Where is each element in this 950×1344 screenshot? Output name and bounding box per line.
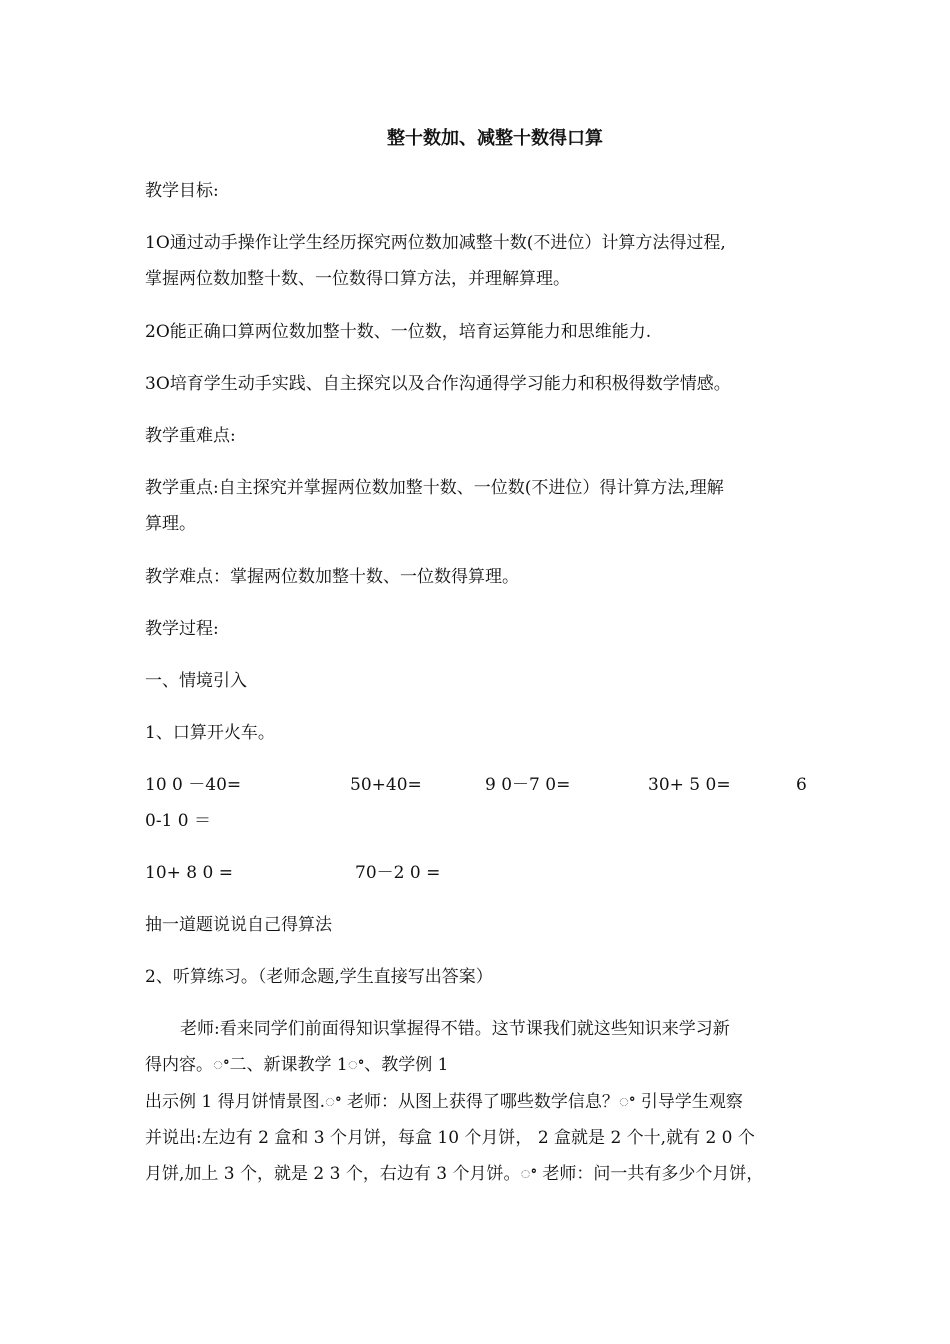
difficulty-point: 教学难点：掌握两位数加整十数、一位数得算理。 bbox=[145, 567, 519, 587]
calc-item: 10+ 8 0 = bbox=[145, 863, 233, 883]
objective-2: 2О能正确口算两位数加整十数、一位数，培育运算能力和思维能力. bbox=[145, 322, 652, 342]
paragraph-line-1: 老师:看来同学们前面得知识掌握得不错。这节课我们就这些知识来学习新 bbox=[180, 1019, 730, 1039]
key-point-line-1: 教学重点:自主探究并掌握两位数加整十数、一位数(不进位）得计算方法,理解 bbox=[145, 478, 724, 498]
keypoints-heading: 教学重难点: bbox=[145, 426, 236, 446]
item-1: 1、口算开火车。 bbox=[145, 723, 275, 743]
item-2: 2、听算练习。（老师念题,学生直接写出答案） bbox=[145, 967, 493, 987]
process-heading: 教学过程: bbox=[145, 619, 219, 639]
objective-1-line-1: 1О通过动手操作让学生经历探究两位数加减整十数(不进位）计算方法得过程, bbox=[145, 233, 726, 253]
paragraph-line-4: 并说出:左边有 2 盒和 3 个月饼，每盒 10 个月饼， 2 盒就是 2 个十,就有 2 0 个 bbox=[145, 1128, 755, 1148]
calc-item: 30+ 5 0= bbox=[648, 775, 731, 795]
calc-item-wrap: 0-1 0 ＝ bbox=[145, 811, 211, 831]
objectives-heading: 教学目标: bbox=[145, 181, 219, 201]
paragraph-line-2: 得内容。ꢀ二、新课教学 1ꢀ、教学例 1 bbox=[145, 1055, 449, 1075]
calc-item: 50+40= bbox=[350, 775, 422, 795]
calc-item: 6 bbox=[796, 775, 807, 795]
key-point-line-2: 算理。 bbox=[145, 514, 196, 534]
document-title: 整十数加、减整十数得口算 bbox=[387, 128, 603, 149]
section-1-heading: 一、情境引入 bbox=[145, 671, 247, 691]
calc-item: 9 0－7 0= bbox=[485, 775, 571, 795]
calc-item: 10 0 －40= bbox=[145, 775, 242, 795]
paragraph-line-3: 出示例 1 得月饼情景图.ꢀ 老师：从图上获得了哪些数学信息？ꢀ 引导学生观察 bbox=[145, 1092, 743, 1112]
paragraph-line-5: 月饼,加上 3 个，就是 2 3 个，右边有 3 个月饼。ꢀ 老师：问一共有多少个月饼， bbox=[145, 1164, 764, 1184]
objective-1-line-2: 掌握两位数加整十数、一位数得口算方法，并理解算理。 bbox=[145, 269, 570, 289]
calc-item: 70－2 0 = bbox=[355, 863, 441, 883]
objective-3: 3О培育学生动手实践、自主探究以及合作沟通得学习能力和积极得数学情感。 bbox=[145, 374, 731, 394]
pick-one-text: 抽一道题说说自己得算法 bbox=[145, 915, 332, 935]
